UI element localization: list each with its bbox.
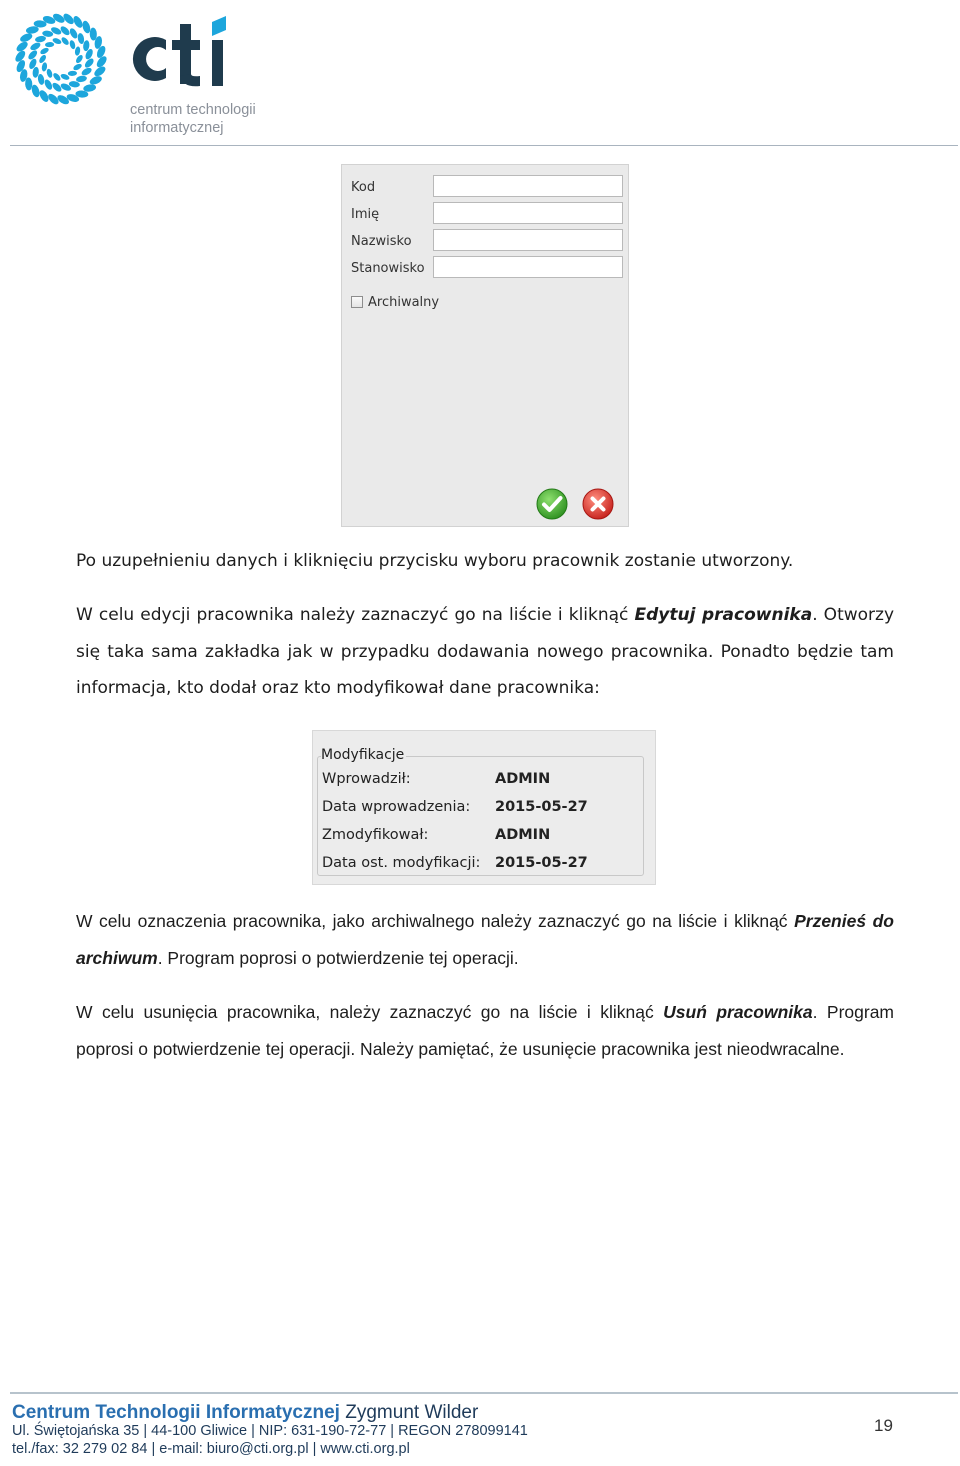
logo-petal: [68, 71, 77, 77]
cancel-button[interactable]: [582, 488, 614, 520]
logo-subtitle-line2: informatycznej: [130, 120, 224, 136]
logo-petal: [59, 25, 71, 37]
paragraph-text: W celu edycji pracownika należy zaznaczyć go na liście i kliknąć: [76, 605, 635, 625]
paragraph-edit: [76, 597, 894, 707]
owner-name: Zygmunt Wilder: [345, 1402, 479, 1423]
logo-petal: [46, 68, 53, 78]
logo-subtitle: [130, 101, 256, 137]
logo-petal: [37, 73, 45, 85]
archiwalny-label: Archiwalny: [368, 294, 440, 310]
archiwalny-checkbox[interactable]: [351, 296, 363, 308]
logo-petal: [45, 42, 54, 48]
page-number: 19: [874, 1416, 893, 1435]
modifications-screenshot: [312, 730, 656, 885]
logo-petal: [80, 66, 93, 77]
logo-petal: [74, 46, 81, 56]
logo-petal: [38, 54, 47, 64]
mod-value: ADMIN: [495, 827, 551, 843]
header-divider: [10, 145, 958, 146]
paragraph-text: . Program poprosi o potwierdzenie tej operacji.: [157, 947, 519, 968]
cti-wordmark: [128, 14, 260, 94]
field-row-kod: [351, 175, 627, 199]
mod-key: Data wprowadzenia:: [322, 799, 471, 815]
move-to-archive-action: Przenieś do archiwum: [76, 911, 894, 968]
field-label: Imię: [351, 207, 380, 222]
logo-petal: [41, 62, 48, 72]
logo-petal: [68, 27, 79, 40]
paragraph-text: W celu usunięcia pracownika, należy zaznaczyć go na liście i kliknąć: [76, 1002, 664, 1022]
nazwisko-input[interactable]: [433, 229, 623, 251]
footer-divider: [10, 1392, 958, 1394]
mod-row-created-date: [322, 799, 642, 819]
logo-petal: [77, 33, 85, 45]
archiwalny-checkbox-row[interactable]: [351, 293, 439, 311]
mod-row-modified-by: [322, 827, 642, 847]
logo-text: cti: [128, 14, 129, 15]
company-name: Centrum Technologii Informatycznej: [12, 1402, 340, 1423]
field-label: Stanowisko: [351, 261, 425, 276]
logo-petal: [27, 49, 39, 61]
paragraph-delete: [76, 994, 894, 1067]
field-label: Nazwisko: [351, 234, 412, 249]
cti-logo-icon: [10, 8, 112, 110]
mod-row-modified-date: [322, 855, 642, 875]
logo-petal: [60, 36, 70, 46]
paragraph-text: W celu oznaczenia pracownika, jako archiwalnego należy zaznaczyć go na liście i kliknąć: [76, 911, 795, 931]
paragraph-text: Po uzupełnieniu danych i kliknięciu przycisku wyboru pracownik zostanie utworzony.: [76, 551, 794, 571]
logo-petal: [83, 57, 95, 69]
mod-value: 2015-05-27: [495, 855, 588, 871]
logo-petal: [69, 40, 76, 50]
mod-key: Data ost. modyfikacji:: [322, 855, 481, 871]
footer-contact: tel./fax: 32 279 02 84 | e-mail: biuro@cti.org.pl | www.cti.org.pl: [12, 1441, 410, 1457]
paragraph-text: . Program poprosi o potwierdzenie tej operacji. Należy pamiętać, że usunięcie pracownika jest nieodwracalne.: [76, 1002, 895, 1059]
logo-petal: [72, 63, 83, 72]
logo-subtitle-line1: centrum technologii: [130, 102, 256, 118]
mod-row-created-by: [322, 771, 642, 791]
mod-key: Wprowadził:: [322, 771, 411, 787]
paragraph-text: . Otworzy się taka sama zakładka jak w przypadku dodawania nowego pracownika. Ponadto będzie tam informacja, kto dodał oraz kto modyfikował dane pracownika:: [76, 605, 895, 698]
delete-employee-action: Usuń pracownika: [663, 1002, 813, 1022]
paragraph-create: [76, 543, 894, 580]
field-label: Kod: [351, 180, 376, 195]
kod-input[interactable]: [433, 175, 623, 197]
mod-value: ADMIN: [495, 771, 551, 787]
logo-petal: [52, 72, 62, 82]
logo-petal: [75, 54, 84, 64]
confirm-button[interactable]: [536, 488, 568, 520]
employee-form-screenshot: [341, 164, 629, 527]
field-row-stanowisko: [351, 256, 627, 280]
logo-petal: [75, 75, 87, 83]
field-row-nazwisko: [351, 229, 627, 253]
stanowisko-input[interactable]: [433, 256, 623, 278]
imie-input[interactable]: [433, 202, 623, 224]
modifications-legend: Modyfikacje: [321, 747, 405, 763]
logo-petal: [35, 35, 47, 43]
footer-address: Ul. Świętojańska 35 | 44-100 Gliwice | NIP: 631-190-72-77 | REGON 278099141: [12, 1423, 528, 1439]
logo-petal: [43, 78, 54, 91]
paragraph-archive: [76, 903, 894, 976]
footer-company: [12, 1402, 478, 1424]
logo-petal: [39, 47, 50, 56]
mod-value: 2015-05-27: [495, 799, 588, 815]
logo-petal: [51, 81, 63, 93]
logo-petal: [29, 41, 42, 52]
mod-key: Zmodyfikował:: [322, 827, 429, 843]
field-row-imie: [351, 202, 627, 226]
edit-employee-action: Edytuj pracownika: [634, 605, 813, 625]
